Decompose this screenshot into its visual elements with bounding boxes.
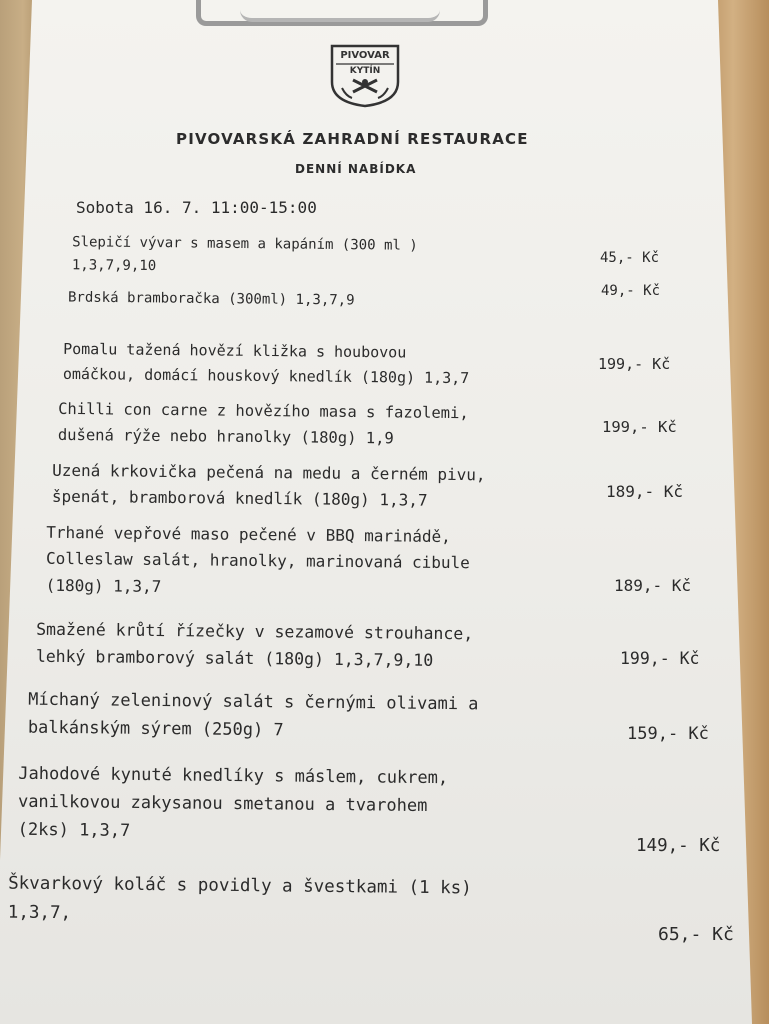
- menu-item-line: 1,3,7,9,10: [71, 257, 157, 275]
- brewery-shield-icon: [328, 42, 402, 108]
- logo-line1: PIVOVAR: [340, 50, 390, 61]
- menu-item-price: 159,- Kč: [627, 724, 709, 744]
- menu-item-9: [18, 760, 449, 849]
- logo-line2: KYTÍN: [349, 66, 381, 76]
- menu-item-line: Chilli con carne z hovězího masa s fazolemi,: [58, 399, 469, 423]
- menu-item-1: [72, 231, 418, 281]
- menu-item-line: Slepičí vývar s masem a kapáním (300 ml ): [72, 234, 418, 254]
- menu-item-8: [28, 686, 479, 747]
- menu-item-line: Trhané vepřové maso pečené v BBQ marinádě,: [46, 522, 451, 547]
- menu-item-line: Míchaný zeleninový salát s černými olivami a: [28, 689, 479, 715]
- menu-item-line: Pomalu tažená hovězí kližka s houbovou: [63, 339, 407, 362]
- menu-item-price: 189,- Kč: [614, 576, 692, 595]
- menu-item-price: 199,- Kč: [620, 649, 700, 668]
- menu-item-6: [46, 520, 471, 604]
- menu-item-line: Jahodové kynuté knedlíky s máslem, cukrem,: [18, 763, 449, 789]
- menu-item-line: (180g) 1,3,7: [45, 575, 162, 596]
- menu-item-line: Brdská bramboračka (300ml) 1,3,7,9: [67, 289, 355, 309]
- clipboard-wire: [240, 4, 440, 22]
- menu-item-line: (2ks) 1,3,7: [17, 819, 131, 842]
- menu-item-10: [8, 870, 472, 933]
- menu-item-price: 199,- Kč: [598, 355, 671, 373]
- menu-item-5: [52, 458, 486, 515]
- restaurant-title: PIVOVARSKÁ ZAHRADNÍ RESTAURACE: [176, 130, 529, 148]
- menu-item-line: omáčkou, domácí houskový knedlík (180g) 1,3,7: [62, 364, 470, 387]
- menu-item-line: Colleslaw salát, hranolky, marinovaná cibule: [45, 549, 470, 573]
- menu-item-line: Uzená krkovička pečená na medu a černém pivu,: [52, 460, 486, 485]
- menu-item-line: lehký bramborový salát (180g) 1,3,7,9,10: [35, 646, 434, 671]
- daily-offer-subtitle: DENNÍ NABÍDKA: [295, 162, 417, 176]
- menu-item-line: špenát, bramborová knedlík (180g) 1,3,7: [51, 487, 428, 511]
- menu-date: Sobota 16. 7. 11:00-15:00: [76, 198, 317, 217]
- menu-item-3: [63, 337, 470, 391]
- menu-item-line: dušená rýže nebo hranolky (180g) 1,9: [57, 425, 394, 447]
- menu-item-price: 49,- Kč: [601, 283, 661, 299]
- menu-item-price: 45,- Kč: [600, 250, 660, 266]
- menu-item-line: balkánským sýrem (250g) 7: [27, 717, 284, 741]
- menu-item-price: 65,- Kč: [658, 924, 734, 945]
- menu-item-4: [58, 397, 469, 452]
- menu-item-price: 149,- Kč: [636, 836, 721, 856]
- menu-item-line: Smažené krůtí řízečky v sezamové strouhance,: [36, 619, 474, 644]
- menu-item-line: 1,3,7,: [7, 902, 72, 924]
- menu-item-line: vanilkovou zakysanou smetanou a tvarohem: [17, 791, 428, 817]
- menu-item-2: [68, 287, 355, 313]
- menu-item-7: [36, 616, 474, 675]
- menu-item-line: Škvarkový koláč s povidly a švestkami (1 ks): [8, 873, 472, 899]
- menu-item-price: 189,- Kč: [606, 482, 684, 501]
- menu-item-price: 199,- Kč: [602, 418, 677, 436]
- brewery-logo: [328, 42, 402, 108]
